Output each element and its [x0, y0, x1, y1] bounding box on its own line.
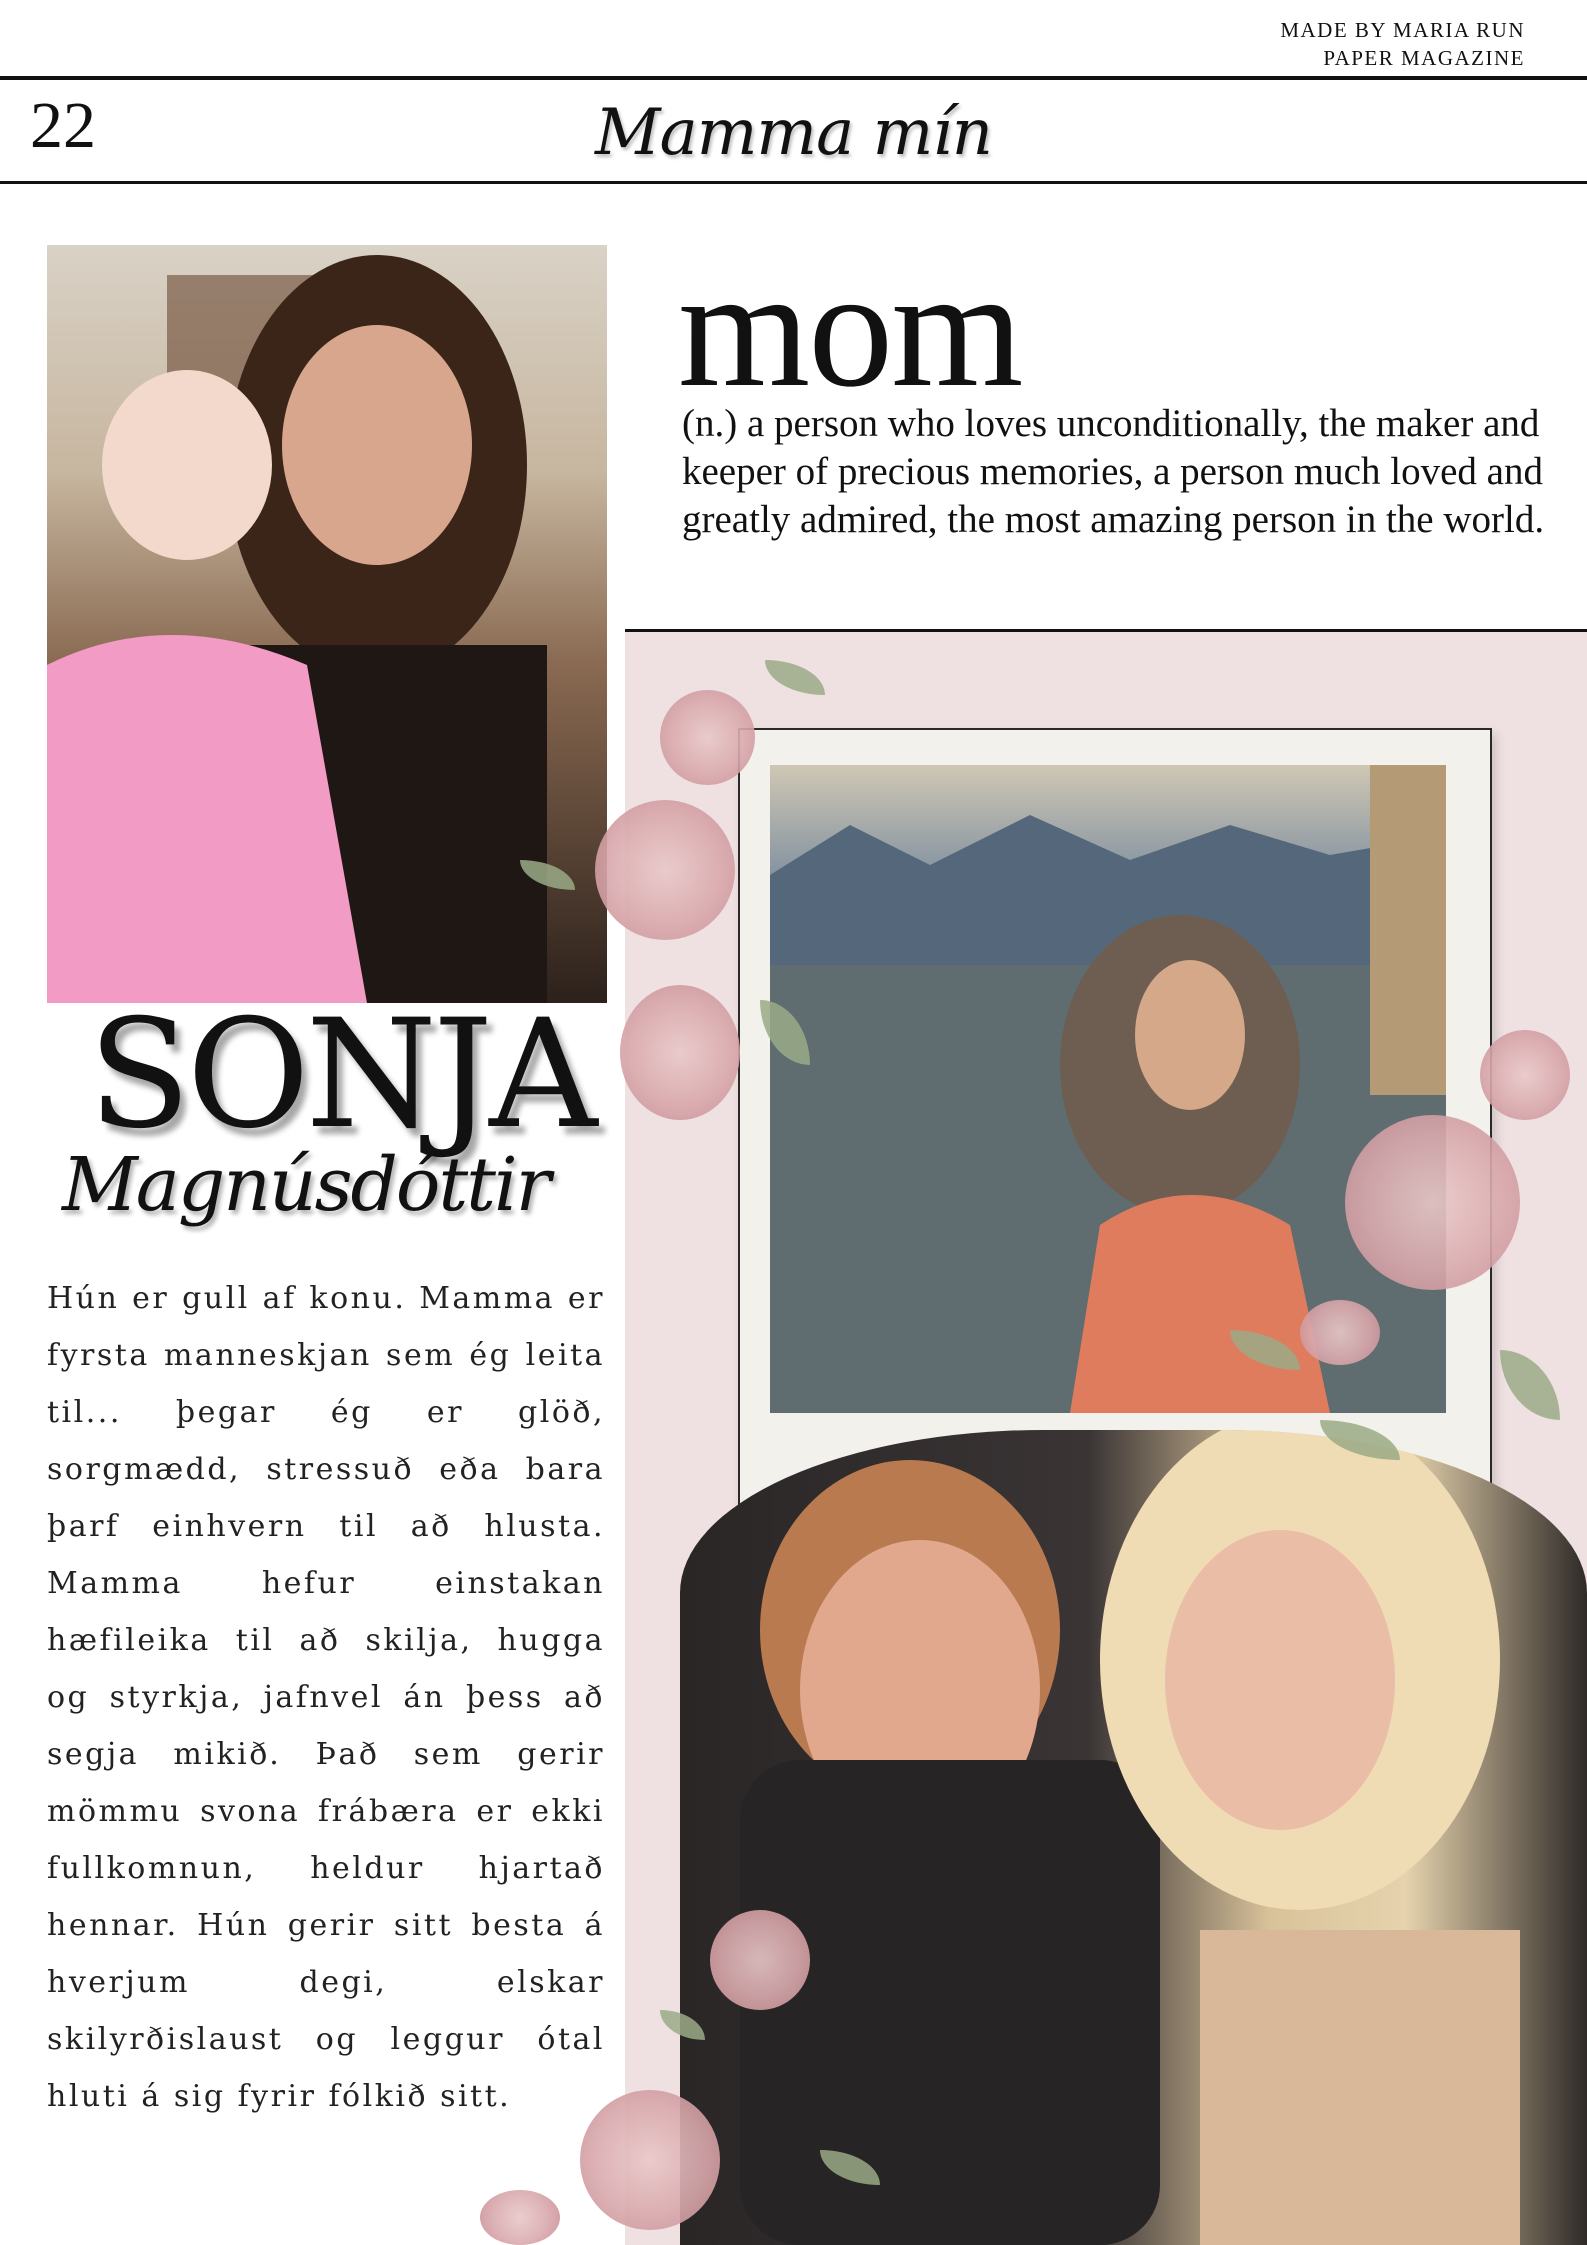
- rose-decoration: [620, 985, 740, 1120]
- section-title: Mamma mín: [595, 96, 992, 170]
- dictionary-word: mom: [678, 234, 1022, 422]
- two-women-photo: [680, 1430, 1587, 2245]
- header-rule-bottom: [0, 181, 1587, 184]
- rose-decoration: [1480, 1030, 1570, 1120]
- two-women-illustration: [680, 1430, 1587, 2245]
- rose-decoration: [1345, 1115, 1520, 1290]
- rose-decoration: [660, 690, 755, 785]
- credit-author: MADE BY MARIA RUN: [1280, 18, 1525, 42]
- mother-and-baby-photo: [47, 245, 607, 1003]
- mother-and-baby-illustration: [47, 245, 607, 1003]
- rose-decoration: [710, 1910, 810, 2010]
- header-rule-top: [0, 76, 1587, 80]
- dictionary-definition: (n.) a person who loves unconditionally, the maker and keeper of precious memories, a person much loved and greatly admired, the most amazing person in the world.: [682, 402, 1545, 541]
- page-number: 22: [30, 89, 96, 162]
- rose-decoration: [480, 2190, 560, 2245]
- rose-decoration: [1300, 1300, 1380, 1365]
- credit-publication: PAPER MAGAZINE: [1323, 46, 1525, 70]
- magazine-credit: [1280, 16, 1525, 72]
- person-surname: Magnúsdóttir: [62, 1142, 549, 1228]
- person-first-name: SONJA: [88, 988, 594, 1162]
- rose-decoration: [595, 800, 735, 940]
- article-body: Hún er gull af konu. Mamma er fyrsta manneskjan sem ég leita til... þegar ég er glöð, sorgmædd, stressuð eða bara þarf einhvern til að hlusta. Mamma hefur einstakan hæfileika til að skilja, hugga og styrkja, jafnvel án þess að segja mikið. Það sem gerir mömmu svona frábæra er ekki fullkomnun, heldur hjartað hennar. Hún gerir sitt besta á hverjum degi, elskar skilyrðislaust og leggur ótal hluti á sig fyrir fólkið sitt.: [47, 1281, 605, 2114]
